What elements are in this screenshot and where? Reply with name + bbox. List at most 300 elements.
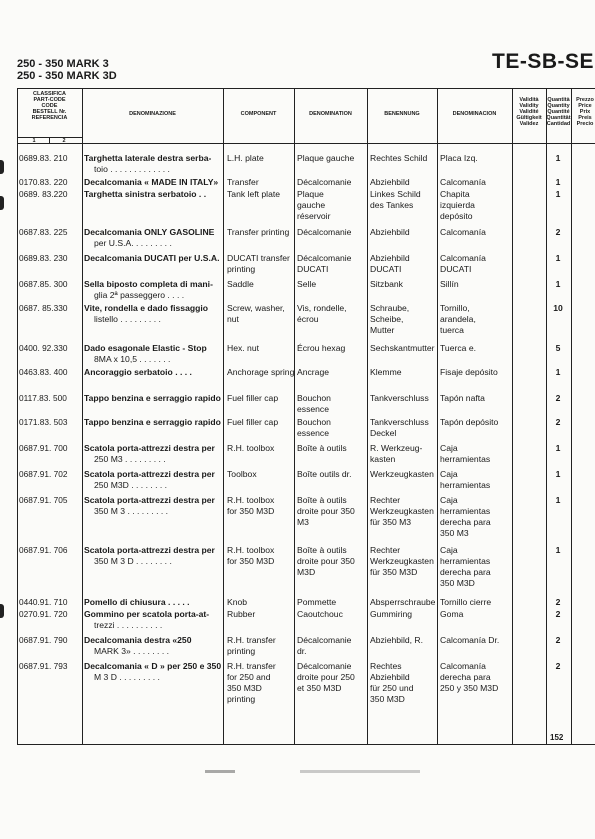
cell-line: Tank left plate — [227, 189, 281, 199]
cell-line: printing — [227, 694, 256, 704]
cell-line: Selle — [297, 279, 317, 289]
cell-line: für 350 M3D — [370, 567, 418, 577]
scan-smudge — [300, 770, 420, 773]
cell-line: R.H. toolbox — [227, 443, 275, 453]
cell-line: Rechter — [370, 495, 401, 505]
cell-line: Décalcomanie — [297, 177, 352, 187]
cell-line: Calcomanía — [440, 661, 486, 671]
row-ref-cell: 0687.91. 702 — [19, 469, 68, 479]
row-de-cell — [370, 661, 413, 705]
cell-line: Hex. nut — [227, 343, 260, 353]
row-qty-cell: 1 — [555, 153, 561, 163]
cell-line: Decalcomania ONLY GASOLINE — [84, 227, 215, 237]
cell-line: trezzi . . . . . . . . . . — [94, 620, 163, 630]
cell-line: Tankverschluss — [370, 393, 429, 403]
cell-line: Tuerca e. — [440, 343, 476, 353]
cell-line: Tappo benzina e serraggio rapido — [84, 393, 221, 403]
row-de-cell — [370, 609, 412, 620]
cell-line: Toolbox — [227, 469, 257, 479]
cell-line: dr. — [297, 646, 307, 656]
row-qty-cell: 1 — [555, 189, 561, 199]
cell-line: arandela, — [440, 314, 476, 324]
cell-line: Schraube, — [370, 303, 410, 313]
cell-line: Tornillo, — [440, 303, 470, 313]
binding-mark — [0, 160, 4, 174]
cell-line: R.H. toolbox — [227, 545, 275, 555]
header-spanish: DENOMINACION — [452, 111, 497, 117]
row-ref-cell: 0440.91. 710 — [19, 597, 68, 607]
row-it-cell — [84, 303, 208, 325]
cell-line: depósito — [440, 211, 473, 221]
row-en-cell — [227, 343, 259, 354]
row-es-cell — [440, 495, 491, 539]
cell-line: Scatola porta-attrezzi destra per — [84, 469, 215, 479]
row-qty-cell: 2 — [555, 393, 561, 403]
row-de-cell — [370, 495, 434, 528]
cell-line: Mutter — [370, 325, 395, 335]
cell-line: M3D — [297, 567, 316, 577]
cell-line: Sitzbank — [370, 279, 403, 289]
row-de-cell — [370, 417, 429, 439]
row-en-cell — [227, 661, 276, 705]
cell-line: Boîte à outils — [297, 443, 347, 453]
row-qty-cell: 5 — [555, 343, 561, 353]
cell-line: Bouchon — [297, 417, 331, 427]
row-en-cell — [227, 303, 285, 325]
row-it-cell — [84, 367, 192, 378]
row-qty-cell: 1 — [555, 469, 561, 479]
model-line-1: 250 - 350 MARK 3 — [17, 58, 109, 70]
cell-line: Placa Izq. — [440, 153, 478, 163]
cell-line: Sechskantmutter — [370, 343, 435, 353]
row-fr-cell — [297, 393, 331, 415]
row-en-cell — [227, 367, 294, 378]
cell-line: 350 M3D — [440, 578, 475, 588]
row-es-cell — [440, 343, 476, 354]
header-english: COMPONENT — [240, 111, 277, 117]
cell-line: Decalcomania « D » per 250 e 350 — [84, 661, 222, 671]
row-ref-cell: 0463.83. 400 — [19, 367, 68, 377]
row-en-cell — [227, 635, 276, 657]
cell-line: R.H. transfer — [227, 635, 276, 645]
header-german: BENENNUNG — [384, 111, 420, 117]
cell-line: Décalcomanie — [297, 635, 352, 645]
cell-line: izquierda — [440, 200, 475, 210]
row-es-cell — [440, 177, 486, 188]
cell-line: Werkzeugkasten — [370, 469, 434, 479]
cell-line: 350 M3D — [227, 683, 262, 693]
cell-line: per U.S.A. . . . . . . . . — [94, 238, 172, 248]
row-qty-cell: 1 — [555, 495, 561, 505]
row-ref-cell: 0117.83. 500 — [19, 393, 67, 403]
cell-line: 250 M3D . . . . . . . . — [94, 480, 168, 490]
cell-line: droite pour 250 — [297, 672, 355, 682]
page-number: 152 — [550, 733, 564, 742]
row-es-cell — [440, 279, 459, 290]
row-ref-cell: 0170.83. 220 — [19, 177, 68, 187]
cell-line: Goma — [440, 609, 464, 619]
row-fr-cell — [297, 443, 347, 454]
cell-line: DUCATI — [297, 264, 329, 274]
cell-line: MARK 3» . . . . . . . . — [94, 646, 169, 656]
row-qty-cell: 2 — [555, 635, 561, 645]
row-ref-cell: 0689.83. 230 — [19, 253, 68, 263]
cell-line: R. Werkzeug- — [370, 443, 423, 453]
row-de-cell — [370, 303, 409, 336]
cell-line: Vite, rondella e dado fissaggio — [84, 303, 209, 313]
row-fr-cell — [297, 279, 316, 290]
row-qty-cell: 1 — [555, 545, 561, 555]
cell-line: Écrou hexag — [297, 343, 346, 353]
row-qty-cell: 1 — [555, 177, 561, 187]
row-fr-cell — [297, 417, 331, 439]
cell-line: Boîte outils dr. — [297, 469, 352, 479]
row-ref-cell: 0687.91. 705 — [19, 495, 68, 505]
row-es-cell — [440, 253, 486, 275]
model-line-2: 250 - 350 MARK 3D — [17, 70, 117, 82]
cell-line: M3 — [297, 517, 309, 527]
row-fr-cell — [297, 189, 330, 222]
row-fr-cell — [297, 495, 355, 528]
row-es-cell — [440, 597, 491, 608]
cell-line: Caja — [440, 545, 458, 555]
row-de-cell — [370, 597, 435, 608]
cell-line: Boîte à outils — [297, 545, 347, 555]
cell-line: Caja — [440, 495, 458, 505]
cell-line: Decalcomania « MADE IN ITALY» — [84, 177, 219, 187]
cell-line: Tankverschluss — [370, 417, 429, 427]
cell-line: Deckel — [370, 428, 397, 438]
cell-line: Scatola porta-attrezzi destra per — [84, 495, 215, 505]
row-es-cell — [440, 635, 499, 646]
row-fr-cell — [297, 227, 351, 238]
cell-line: Caja — [440, 469, 458, 479]
cell-line: DUCATI — [440, 264, 472, 274]
cell-line: Calcomanía — [440, 177, 486, 187]
cell-line: Scatola porta-attrezzi destra per — [84, 443, 215, 453]
cell-line: Tapón depósito — [440, 417, 499, 427]
row-it-cell — [84, 393, 221, 404]
cell-line: essence — [297, 404, 330, 414]
row-es-cell — [440, 393, 485, 404]
row-qty-cell: 10 — [553, 303, 563, 313]
row-fr-cell — [297, 153, 354, 164]
cell-line: Fisaje depósito — [440, 367, 498, 377]
row-de-cell — [370, 177, 410, 188]
cell-line: réservoir — [297, 211, 331, 221]
row-es-cell — [440, 417, 498, 428]
row-fr-cell — [297, 609, 343, 620]
row-fr-cell — [297, 343, 345, 354]
row-ref-cell: 0400. 92.330 — [19, 343, 68, 353]
row-es-cell — [440, 545, 491, 589]
header-price: Prezzo Price Prix Preis Precio — [576, 97, 594, 127]
row-it-cell — [84, 597, 190, 608]
row-it-cell — [84, 661, 221, 683]
row-en-cell — [227, 189, 280, 200]
row-it-cell — [84, 635, 192, 657]
cell-line: Tappo benzina e serraggio rapido — [84, 417, 221, 427]
cell-line: 350 M 3 . . . . . . . . . — [94, 506, 169, 516]
row-qty-cell: 1 — [555, 367, 561, 377]
cell-line: Pomello di chiusura . . . . . — [84, 597, 190, 607]
row-ref-cell: 0687.91. 700 — [19, 443, 68, 453]
row-de-cell — [370, 189, 421, 211]
row-de-cell — [370, 469, 434, 480]
cell-line: Abziehbild, R. — [370, 635, 424, 645]
cell-line: 250 y 350 M3D — [440, 683, 499, 693]
cell-line: R.H. toolbox — [227, 495, 275, 505]
scan-smudge — [205, 770, 235, 773]
cell-line: Anchorage spring — [227, 367, 295, 377]
row-ref-cell: 0687.91. 706 — [19, 545, 68, 555]
row-qty-cell: 1 — [555, 253, 561, 263]
cell-line: Scheibe, — [370, 314, 404, 324]
cell-line: DUCATI transfer — [227, 253, 290, 263]
row-fr-cell — [297, 253, 351, 275]
row-it-cell — [84, 189, 206, 200]
row-en-cell — [227, 393, 278, 404]
cell-line: Décalcomanie — [297, 661, 352, 671]
row-qty-cell: 2 — [555, 661, 561, 671]
row-es-cell — [440, 367, 498, 378]
row-fr-cell — [297, 303, 347, 325]
cell-line: for 250 and — [227, 672, 271, 682]
cell-line: Tapón nafta — [440, 393, 485, 403]
cell-line: Calcomanía — [440, 253, 486, 263]
row-ref-cell: 0270.91. 720 — [19, 609, 68, 619]
row-de-cell — [370, 635, 423, 646]
cell-line: glia 2ª passeggero . . . . — [94, 290, 185, 300]
cell-line: Scatola porta-attrezzi destra per — [84, 545, 215, 555]
row-es-cell — [440, 153, 478, 164]
row-en-cell — [227, 495, 274, 517]
header-ref-sub-1: 1 — [32, 138, 36, 144]
cell-line: herramientas — [440, 454, 491, 464]
row-it-cell — [84, 343, 207, 365]
row-en-cell — [227, 153, 264, 164]
row-en-cell — [227, 279, 254, 290]
row-es-cell — [440, 189, 475, 222]
row-de-cell — [370, 227, 410, 238]
binding-mark — [0, 196, 4, 210]
row-it-cell — [84, 469, 215, 491]
header-validity: Validità Validity Validité Gültigkeit Validez — [516, 97, 542, 127]
cell-line: for 350 M3D — [227, 556, 275, 566]
row-ref-cell: 0689.83. 210 — [19, 153, 68, 163]
cell-line: nut — [227, 314, 239, 324]
cell-line: Fuel filler cap — [227, 417, 279, 427]
row-fr-cell — [297, 597, 336, 608]
row-en-cell — [227, 253, 290, 275]
cell-line: Sillín — [440, 279, 459, 289]
row-de-cell — [370, 279, 403, 290]
cell-line: derecha para — [440, 517, 491, 527]
cell-line: für 350 M3 — [370, 517, 412, 527]
row-qty-cell: 2 — [555, 417, 561, 427]
cell-line: Decalcomania destra «250 — [84, 635, 192, 645]
cell-line: 350 M3 — [440, 528, 469, 538]
row-es-cell — [440, 609, 463, 620]
cell-line: Rechtes — [370, 661, 402, 671]
row-fr-cell — [297, 177, 351, 188]
row-es-cell — [440, 227, 486, 238]
cell-line: Screw, washer, — [227, 303, 285, 313]
cell-line: Calcomanía Dr. — [440, 635, 500, 645]
row-qty-cell: 2 — [555, 227, 561, 237]
row-it-cell — [84, 279, 213, 301]
header-quantity: Quantità Quantity Quantité Quantität Cantidad — [546, 97, 571, 127]
cell-line: Werkzeugkasten — [370, 556, 434, 566]
cell-line: Abziehbild — [370, 177, 410, 187]
row-ref-cell: 0687.91. 790 — [19, 635, 68, 645]
cell-line: Transfer — [227, 177, 259, 187]
cell-line: Gommino per scatola porta-at- — [84, 609, 210, 619]
row-it-cell — [84, 495, 215, 517]
parts-table — [17, 88, 595, 745]
section-code: TE-SB-SE — [492, 50, 595, 73]
cell-line: R.H. transfer — [227, 661, 276, 671]
cell-line: Sella biposto completa di mani- — [84, 279, 213, 289]
row-en-cell — [227, 597, 247, 608]
cell-line: Décalcomanie — [297, 227, 352, 237]
cell-line: toio . . . . . . . . . . . . . — [94, 164, 170, 174]
cell-line: Targhetta sinistra serbatoio . . — [84, 189, 207, 199]
cell-line: Rubber — [227, 609, 256, 619]
cell-line: Klemme — [370, 367, 402, 377]
row-ref-cell: 0687.83. 225 — [19, 227, 68, 237]
cell-line: 8MA x 10,5 . . . . . . . — [94, 354, 171, 364]
cell-line: Abziehbild — [370, 253, 410, 263]
cell-line: droite pour 350 — [297, 506, 355, 516]
row-en-cell — [227, 545, 274, 567]
cell-line: Plaque — [297, 189, 324, 199]
cell-line: Linkes Schild — [370, 189, 421, 199]
cell-line: Caoutchouc — [297, 609, 343, 619]
cell-line: Targhetta laterale destra serba- — [84, 153, 212, 163]
cell-line: printing — [227, 646, 256, 656]
row-es-cell — [440, 443, 490, 465]
row-de-cell — [370, 343, 434, 354]
binding-mark — [0, 604, 4, 618]
cell-line: Abziehbild — [370, 672, 410, 682]
cell-line: 350 M 3 D . . . . . . . . — [94, 556, 172, 566]
row-en-cell — [227, 469, 257, 480]
cell-line: derecha para — [440, 672, 491, 682]
cell-line: Abziehbild — [370, 227, 410, 237]
cell-line: Rechtes Schild — [370, 153, 428, 163]
row-it-cell — [84, 153, 211, 175]
cell-line: Ancoraggio serbatoio . . . . — [84, 367, 192, 377]
row-it-cell — [84, 609, 209, 631]
cell-line: M 3 D . . . . . . . . . — [94, 672, 160, 682]
row-qty-cell: 2 — [555, 609, 561, 619]
row-it-cell — [84, 443, 215, 465]
row-qty-cell: 1 — [555, 279, 561, 289]
row-de-cell — [370, 367, 402, 378]
row-fr-cell — [297, 661, 355, 694]
row-de-cell — [370, 153, 427, 164]
cell-line: Fuel filler cap — [227, 393, 279, 403]
cell-line: écrou — [297, 314, 319, 324]
cell-line: herramientas — [440, 506, 491, 516]
cell-line: Chapita — [440, 189, 470, 199]
cell-line: Caja — [440, 443, 458, 453]
cell-line: Decalcomania DUCATI per U.S.A. — [84, 253, 220, 263]
cell-line: et 350 M3D — [297, 683, 342, 693]
cell-line: Knob — [227, 597, 248, 607]
row-it-cell — [84, 545, 215, 567]
row-qty-cell: 1 — [555, 443, 561, 453]
cell-line: Calcomanía — [440, 227, 486, 237]
header-ref: CLASSIFICA PART-CODE CODE BESTELL Nr. REFERENCIA — [31, 91, 68, 121]
row-it-cell — [84, 253, 219, 264]
cell-line: Dado esagonale Elastic - Stop — [84, 343, 207, 353]
row-es-cell — [440, 303, 476, 336]
cell-line: Gummiring — [370, 609, 413, 619]
cell-line: für 250 und — [370, 683, 414, 693]
row-de-cell — [370, 443, 422, 465]
row-en-cell — [227, 609, 255, 620]
header-ref-sub-2: 2 — [62, 138, 66, 144]
cell-line: herramientas — [440, 556, 491, 566]
cell-line: Boîte à outils — [297, 495, 347, 505]
cell-line: Bouchon — [297, 393, 331, 403]
row-en-cell — [227, 227, 289, 238]
cell-line: Plaque gauche — [297, 153, 355, 163]
cell-line: Pommette — [297, 597, 337, 607]
cell-line: Werkzeugkasten — [370, 506, 434, 516]
cell-line: droite pour 350 — [297, 556, 355, 566]
cell-line: Décalcomanie — [297, 253, 352, 263]
cell-line: L.H. plate — [227, 153, 264, 163]
row-it-cell — [84, 227, 214, 249]
cell-line: herramientas — [440, 480, 491, 490]
row-ref-cell: 0687.85. 300 — [19, 279, 68, 289]
row-en-cell — [227, 177, 259, 188]
row-es-cell — [440, 469, 490, 491]
row-ref-cell: 0171.83. 503 — [19, 417, 68, 427]
row-ref-cell: 0687.91. 793 — [19, 661, 68, 671]
row-en-cell — [227, 417, 278, 428]
cell-line: listello . . . . . . . . . — [94, 314, 161, 324]
row-it-cell — [84, 417, 221, 428]
row-fr-cell — [297, 635, 351, 657]
cell-line: Tornillo cierre — [440, 597, 492, 607]
header-italian: DENOMINAZIONE — [129, 111, 176, 117]
row-de-cell — [370, 393, 429, 404]
cell-line: derecha para — [440, 567, 491, 577]
cell-line: printing — [227, 264, 256, 274]
cell-line: Rechter — [370, 545, 401, 555]
row-fr-cell — [297, 367, 329, 378]
cell-line: Saddle — [227, 279, 254, 289]
cell-line: gauche — [297, 200, 326, 210]
row-fr-cell — [297, 469, 351, 480]
cell-line: essence — [297, 428, 330, 438]
row-ref-cell: 0689. 83.220 — [19, 189, 68, 199]
row-en-cell — [227, 443, 274, 454]
row-it-cell — [84, 177, 218, 188]
cell-line: des Tankes — [370, 200, 414, 210]
cell-line: Transfer printing — [227, 227, 290, 237]
cell-line: tuerca — [440, 325, 464, 335]
row-de-cell — [370, 545, 434, 578]
row-de-cell — [370, 253, 410, 275]
row-fr-cell — [297, 545, 355, 578]
row-es-cell — [440, 661, 498, 694]
cell-line: 350 M3D — [370, 694, 405, 704]
